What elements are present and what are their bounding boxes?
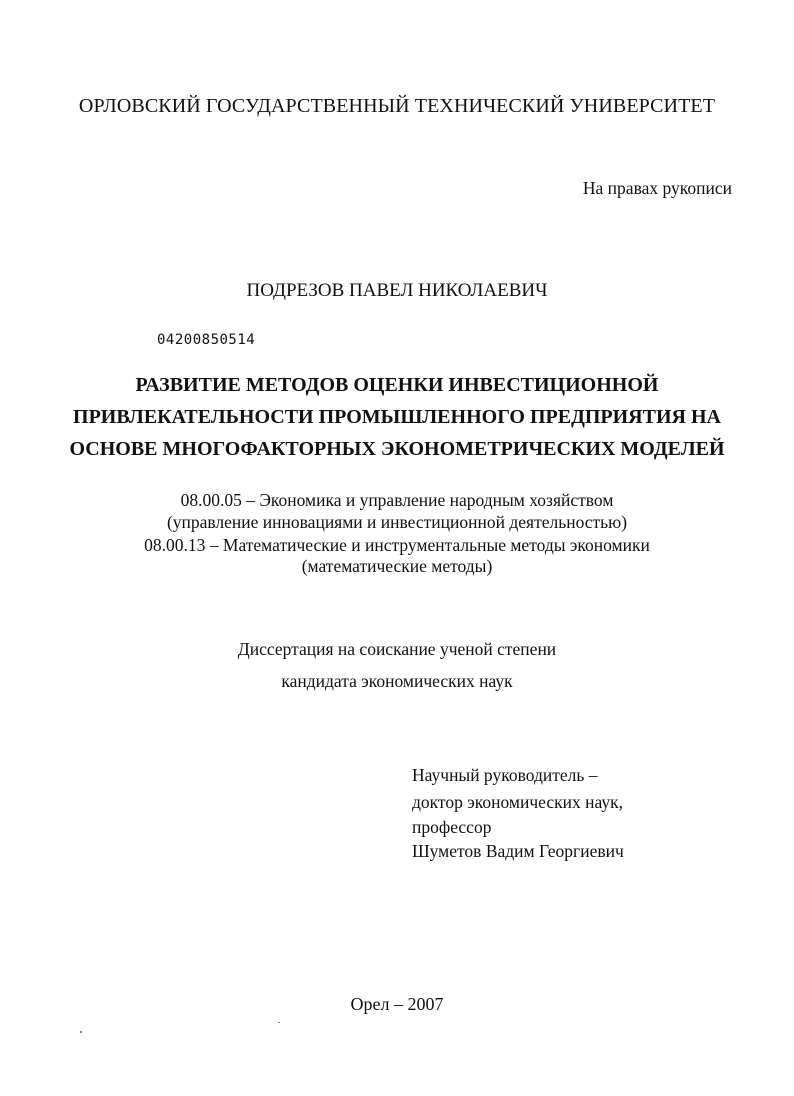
advisor-line: доктор экономических наук, — [412, 792, 623, 812]
university-name: ОРЛОВСКИЙ ГОСУДАРСТВЕННЫЙ ТЕХНИЧЕСКИЙ УНИВЕРСИТЕТ — [78, 95, 716, 117]
degree-line: Диссертация на соискание ученой степени — [237, 639, 557, 659]
specialty-line: (управление инновациями и инвестиционной деятельностью) — [166, 512, 628, 532]
specialty-line: 08.00.05 – Экономика и управление народным хозяйством — [180, 490, 614, 510]
scan-speck — [80, 1031, 82, 1033]
specialty-line: 08.00.13 – Математические и инструментальные методы экономики — [144, 535, 650, 555]
specialty-line: (математические методы) — [301, 556, 493, 576]
scan-speck — [278, 1022, 280, 1023]
manuscript-rights-note: На правах рукописи — [582, 178, 732, 198]
author-name: ПОДРЕЗОВ ПАВЕЛ НИКОЛАЕВИЧ — [246, 280, 548, 301]
thesis-title-line: ПРИВЛЕКАТЕЛЬНОСТИ ПРОМЫШЛЕННОГО ПРЕДПРИЯТИЯ НА — [73, 406, 721, 428]
thesis-title-line: РАЗВИТИЕ МЕТОДОВ ОЦЕНКИ ИНВЕСТИЦИОННОЙ — [135, 374, 659, 396]
degree-line: кандидата экономических наук — [281, 671, 513, 691]
advisor-line: Научный руководитель – — [412, 765, 598, 785]
advisor-line: профессор — [412, 817, 492, 837]
thesis-title-line: ОСНОВЕ МНОГОФАКТОРНЫХ ЭКОНОМЕТРИЧЕСКИХ МОДЕЛЕЙ — [69, 438, 725, 460]
city-and-year: Орел – 2007 — [350, 994, 444, 1014]
advisor-line: Шуметов Вадим Георгиевич — [412, 841, 624, 861]
document-registration-code: 04200850514 — [157, 332, 256, 348]
